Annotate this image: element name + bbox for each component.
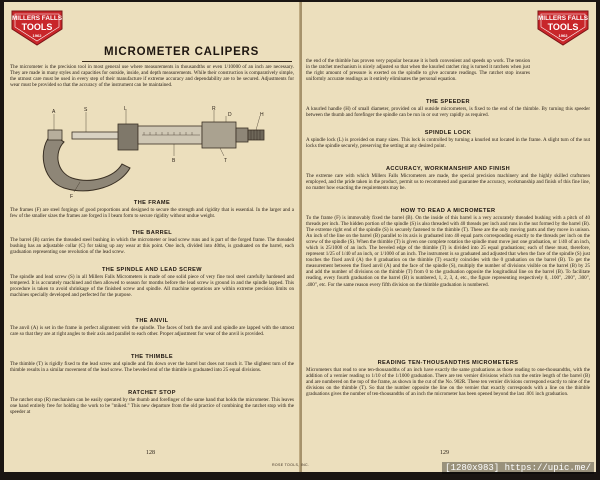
logo-line2: TOOLS [547, 22, 579, 32]
publisher-footer: ROSE TOOLS, INC. [272, 463, 310, 467]
section-ten-thousandths [306, 360, 590, 397]
micrometer-illustration [34, 106, 274, 200]
page-number-right: 129 [440, 450, 449, 456]
section-text: To the frame (F) is immovably fixed the barrel (B). On the inside of this barrel is a very accurately threaded bushing with a pitch of 40 threads per inch. The hidden portion of the spindle (S) is also threaded with 40 threads per inch and runs in the nut formed by the barrel (B). The extreme right end of the spindle (S) is securely fastened to the thimble (T). These are the only moving parts and they move in unison. An inch of the line on the barrel (B) parallel to its axis is graduated into 40 equal parts corresponding exactly to the threads per inch on the screw of the spindle (S). When the thimble (T) is given one complete rotation the spindle must move just one graduation, or 1/40 of an inch, which is 25/1000 of an inch. The beveled edge of the thimble (T) is divided into 25 equal graduations; each of these must, therefore, represent 1/25 of 1/40 of an inch, or 1/1000 of an inch. The instrument is so graduated and adjusted that when the face of the spindle (S) just touches the fixed anvil (A) the 0 graduation on the thimble (T) exactly coincides with the 0 graduation on the barrel (B). To get the measurement between the fixed anvil (A) and the face of the spindle (S), multiply the number of divisions visible on the barrel (B) by 25 and add the number of divisions on the thimble (T) from 0 to the graduation opposite the longitudinal line on the barrel (B). To facilitate reading, every fourth graduation on the barrel (B) is numbered, 1, 2, 3, 4, etc., the figure representing respectively 0, .100", .200", .300", .400", etc. For the same reason every fifth division on the thimble graduation is numbered. [306, 215, 590, 288]
label-R: R [212, 106, 216, 112]
section-heading: THE THIMBLE [131, 354, 173, 360]
section-heading: THE ANVIL [135, 318, 169, 324]
logo-line1: MILLERS FALLS [11, 15, 63, 22]
logo-line1: MILLERS FALLS [537, 15, 589, 22]
section-spindle [10, 267, 294, 298]
section-text: A knurled handle (H) of small diameter, provided on all outside micrometers, is fixed to the end of the thimble. By turning this speeder between the thumb and forefinger the spindle can be run in or out very rapidly as required. [306, 106, 590, 119]
section-text: The extreme care with which Millers Falls Micrometers are made, the special precision machinery and the highly skilled craftsmen employed, and the pride taken in the product, permit us to recommend and guarantee the accuracy, workmanship and finish of this fine line, no matter how exacting the requirements may be. [306, 173, 590, 192]
section-text: the end of the thimble has proven very popular because it is both convenient and speeds up work. The tension in the ratchet mechanism is nicely adjusted so that when the knurled ratchet ring is turned it ratchets when just the right amount of pressure is exerted on the spindle to give accurate readings. The ratchet stop insures uniformly accurate readings as it entirely eliminates the personal equation. [306, 58, 530, 83]
label-L: L [124, 106, 127, 112]
section-accuracy [306, 166, 590, 191]
section-heading: HOW TO READ A MICROMETER [400, 208, 496, 214]
section-heading: THE SPEEDER [426, 99, 470, 105]
page-number-left: 128 [146, 450, 155, 456]
label-A: A [52, 109, 56, 115]
label-F: F [70, 194, 74, 200]
logo-year: 1962 [558, 33, 568, 38]
book-spread [4, 2, 596, 472]
section-heading: ACCURACY, WORKMANSHIP AND FINISH [385, 166, 511, 172]
left-page [4, 2, 300, 472]
section-text: A spindle lock (L) is provided on many sizes. This lock is controlled by turning a knurled nut located in the frame. A slight turn of the nut locks the spindle securely, preserving the setting at any desired point. [306, 137, 590, 150]
section-anvil [10, 318, 294, 337]
section-heading: THE BARREL [131, 230, 173, 236]
section-text: The ratchet stop (R) mechanism can be easily operated by the thumb and forefinger of the same hand that holds the micrometer. This leaves one hand entirely free for holding the work to be "miked." This new departure from the old practice of combining the ratchet stop with the speeder at [10, 397, 294, 416]
page-title: MICROMETER CALIPERS [104, 46, 260, 58]
section-how-to-read [306, 208, 590, 288]
right-page [302, 2, 596, 472]
label-T: T [224, 158, 228, 164]
logo-line2: TOOLS [21, 22, 53, 32]
section-text: Micrometers that read to one ten-thousandths of an inch have exactly the same graduations as those reading to one-thousandths, with the addition of a vernier reading to 1/10 of the 1/1000 graduation. There are ten vernier divisions which run the entire length of the barrel (B) and are numbered on the top of the frame, as shown in the cut of the No. 902R. These ten vernier divisions correspond exactly to nine of the divisions on the thimble (T). So that the number opposite the line on the vernier that exactly corresponds with a line on the thimble graduations gives the number of ten-thousandths of an inch the micrometer has been opened beyond the last .001 inch graduation. [306, 367, 590, 398]
millers-falls-logo-left [10, 5, 64, 47]
section-text: The spindle and lead screw (S) in all Millers Falls Micrometers is made of one solid piece of very fine tool steel carefully hardened and tempered. It is accurately machined and then allowed to season for months before the lead screw is ground in and the spindle lapped. This procedure is taken to avoid shrinkage of the finished screw and spindle. All machine operations are within extreme precision limits on machines specially developed and perfected for the purpose. [10, 274, 294, 299]
section-text: The anvil (A) is set in the frame in perfect alignment with the spindle. The faces of both the anvil and spindle are lapped with the utmost care so that they are at right angles to their axis and parallel to each other. Proper adjustment for wear of the anvil is provided. [10, 325, 294, 338]
section-heading: THE SPINDLE AND LEAD SCREW [101, 267, 202, 273]
label-B: B [172, 158, 176, 164]
section-barrel [10, 230, 294, 255]
section-text: The frames (F) are steel forgings of good proportions and designed to secure the strength and rigidity that is essential. In the larger and a few of the smaller sizes the frames are forged in I beam form to secure rigidity without undue weight. [10, 207, 294, 220]
title-rule [82, 61, 292, 62]
section-spindle-lock [306, 130, 590, 149]
section-heading: SPINDLE LOCK [424, 130, 472, 136]
logo-year: 1962 [32, 33, 42, 38]
section-heading: READING TEN-THOUSANDTHS MICROMETERS [377, 360, 519, 366]
intro-paragraph: The micrometer is the precision tool in most general use where measurements in thousandths or even 1/10000 of an inch are necessary. They are made in many styles and capacities for outside, inside, and depth measurements. While their construction is comparatively simple, the utmost care must be used in every step of their manufacture if extreme accuracy and dependability are to be secured. Adjustments for wear must be provided so that the accuracy of the instrument can be maintained. [10, 64, 294, 89]
section-text: The thimble (T) is rigidly fixed to the lead screw and spindle and fits down over the barrel but does not touch it. The slightest turn of the thimble results in a similar movement of the lead screw. The beveled end of the thimble is graduated into 25 equal divisions. [10, 361, 294, 374]
label-H: H [260, 112, 264, 118]
section-frame [10, 200, 294, 219]
image-host-watermark: [1280x983] https://upic.me/ [442, 462, 594, 474]
label-S: S [84, 107, 88, 113]
label-D: D [228, 112, 232, 118]
section-speeder [306, 99, 590, 118]
continuation-paragraph [306, 58, 530, 82]
section-heading: THE FRAME [133, 200, 171, 206]
section-text: The barrel (B) carries the threaded steel bushing in which the micrometer or lead screw runs and is part of the forged frame. The threaded bushing has an adjustable collar (C) for taking up any wear at this point. One inch, divided into 40ths, is graduated on the barrel, each graduation representing one revolution of the lead screw. [10, 237, 294, 256]
section-heading: RATCHET STOP [128, 390, 176, 396]
section-thimble [10, 354, 294, 373]
millers-falls-logo-right [536, 5, 590, 47]
section-ratchet [10, 390, 294, 415]
